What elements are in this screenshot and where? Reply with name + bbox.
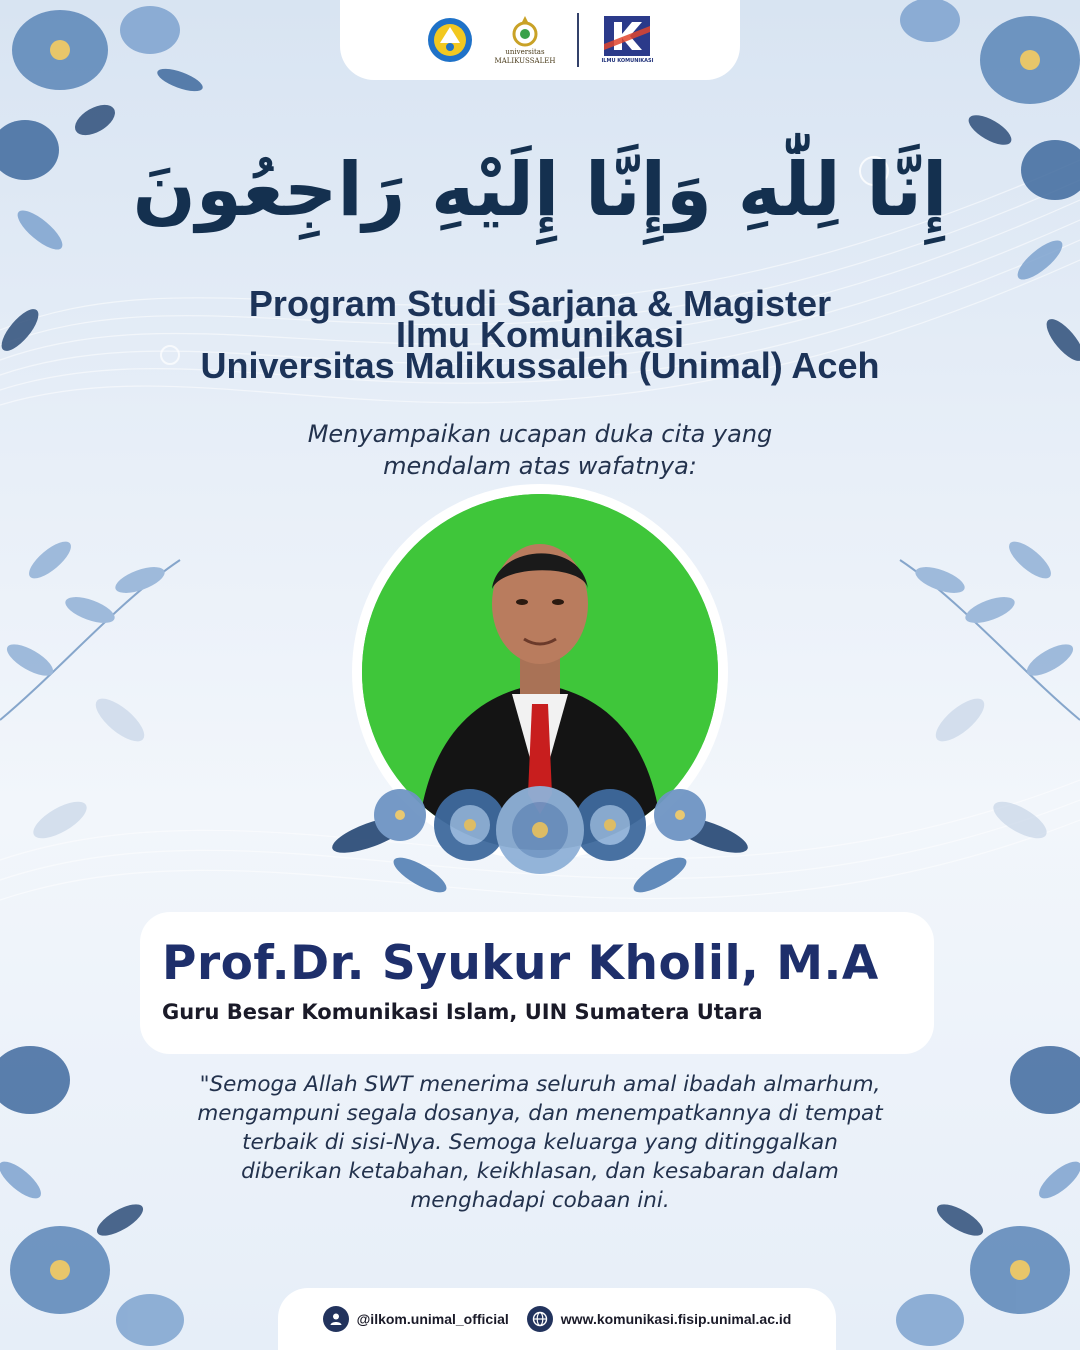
program-title-line3: Universitas Malikussaleh (Unimal) Aceh (200, 345, 880, 386)
logo-divider (577, 13, 579, 67)
prayer-quote-line4: diberikan ketabahan, keikhlasan, dan kesabaran dalam (241, 1159, 839, 1184)
program-title-line1: Program Studi Sarjana & Magister (248, 283, 832, 324)
name-card (140, 912, 934, 1054)
logo-bar (340, 0, 740, 80)
instagram-handle[interactable] (323, 1306, 509, 1332)
website-link[interactable] (527, 1306, 792, 1332)
footer-bar (278, 1288, 836, 1350)
ilmu-komunikasi-k-logo (601, 16, 653, 64)
deceased-title: Guru Besar Komunikasi Islam, UIN Sumatera Utara (162, 1000, 763, 1024)
program-title (100, 283, 980, 386)
globe-icon (527, 1306, 553, 1332)
universitas-malikussaleh-logo (495, 14, 556, 66)
program-title-line2: Ilmu Komunikasi (395, 314, 685, 355)
ilmu-komunikasi-logo-text: ILMU KOMUNIKASI (601, 58, 654, 64)
prayer-quote-line2: mengampuni segala dosanya, dan menempatkannya di tempat (197, 1101, 883, 1126)
floral-branch-right (880, 520, 1080, 900)
prayer-quote-line3: terbaik di sisi-Nya. Semoga keluarga yang ditinggalkan (242, 1130, 838, 1155)
prayer-quote (150, 1070, 930, 1215)
website-link-text: www.komunikasi.fisip.unimal.ac.id (560, 1311, 792, 1327)
university-logo-text-line2: MALIKUSSALEH (494, 57, 556, 65)
tut-wuri-handayani-logo (427, 17, 473, 63)
flower-wreath (330, 755, 750, 915)
university-logo-text-line1: universitas (505, 48, 545, 56)
condolence-intro (200, 418, 880, 482)
arabic-calligraphy: إِنَّا لِلّٰهِ وَإِنَّا إِلَيْهِ رَاجِعُونَ (132, 147, 948, 233)
condolence-intro-line2: mendalam atas wafatnya: (383, 452, 697, 480)
prayer-quote-line1: "Semoga Allah SWT menerima seluruh amal ibadah almarhum, (199, 1072, 881, 1097)
condolence-intro-line1: Menyampaikan ucapan duka cita yang (307, 420, 773, 448)
prayer-quote-line5: menghadapi cobaan ini. (410, 1188, 670, 1213)
instagram-handle-text: @ilkom.unimal_official (356, 1311, 509, 1327)
floral-branch-left (0, 520, 200, 900)
deceased-name: Prof.Dr. Syukur Kholil, M.A (162, 936, 879, 991)
user-icon (323, 1306, 349, 1332)
